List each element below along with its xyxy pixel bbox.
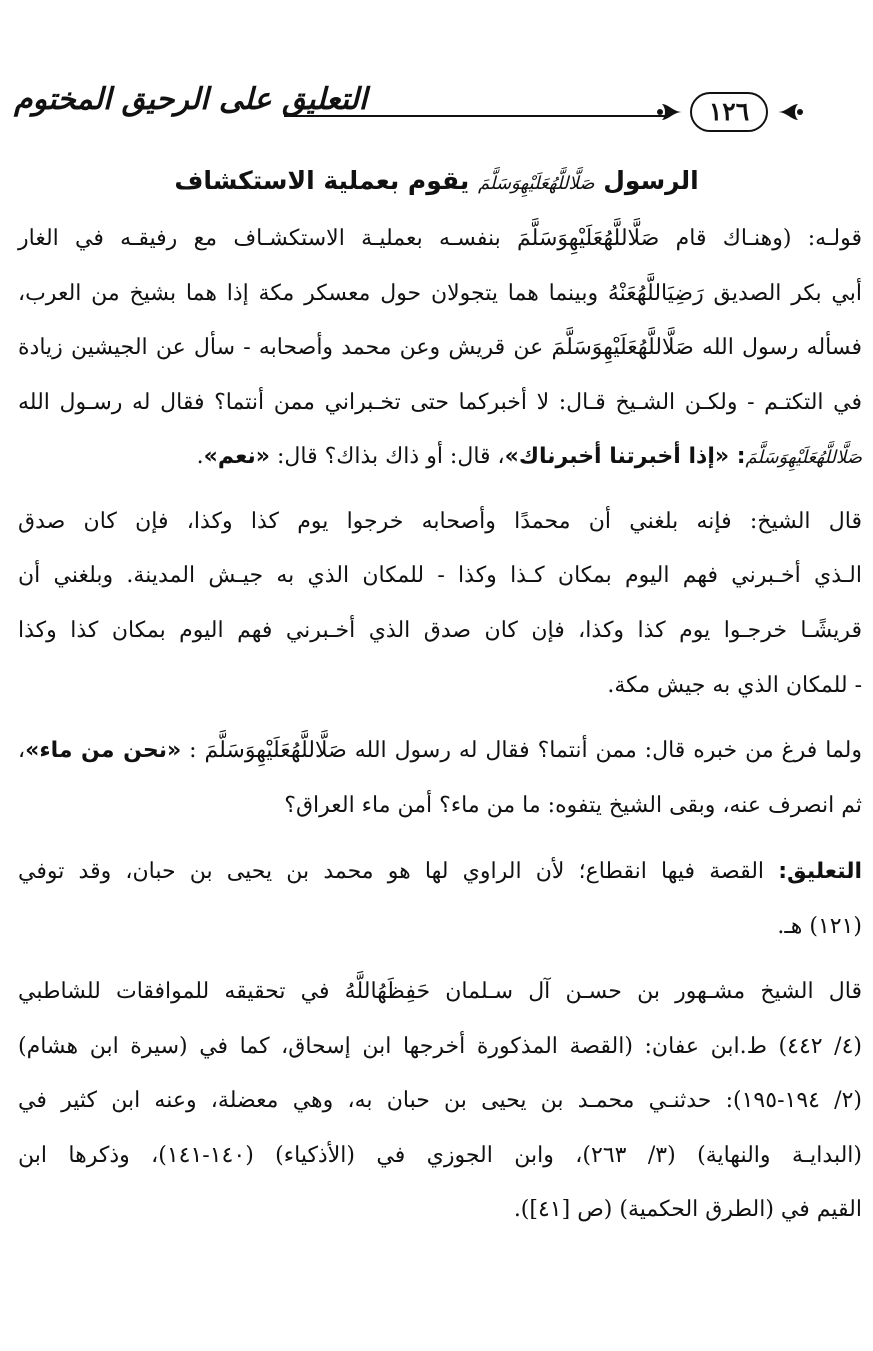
p3-line-2: ثم انصرف عنه، وبقى الشيخ يتفوه: ما من ماء؟ أمن ماء العراق؟ (284, 793, 862, 818)
p4-line-4: (البدايـة والنهاية) (٣/ ٢٦٣)، وابن الجوزي في (الأذكياء) (١٤٠-١٤١)، وذكرها ابن (18, 1143, 863, 1168)
quote-text: «نعم» (203, 444, 270, 469)
section-heading (0, 166, 873, 195)
line-text: . (196, 444, 204, 469)
p4-line-5: القيم في (الطرق الحكمية) (ص [٤١]). (513, 1197, 862, 1222)
p2-line-1: قال الشيخ: فإنه بلغني أن محمدًا وأصحابه خرجوا يوم كذا وكذا، فإن كان صدق (18, 509, 862, 534)
book-title: التعليق على الرحيق المختوم (14, 82, 368, 117)
heading-start: الرسول (603, 166, 699, 195)
p3-line-1 (18, 731, 862, 771)
commentary-line-2: (١٢١) هـ. (777, 914, 862, 939)
p2-line-2: الـذي أخـبرني فهم اليوم بمكان كـذا وكذا - للمكان الذي به جيـش المدينة. وبلغني أن (18, 563, 862, 588)
p1-line-2: أبي بكر الصديق رَضِيَاللَّهُعَنْهُ وبينما هما يتجولان حول معسكر مكة إذا هما بشيخ من العرب، (18, 281, 862, 306)
p1-line-3: فسأله رسول الله صَلَّاللَّهُعَلَيْهِوَسَلَّمَ عن قريش وعن محمد وأصحابه - سأل عن الجيشين زيادة (18, 335, 862, 360)
line-text: القصة فيها انقطاع؛ لأن الراوي لها هو محمد بن يحيى بن حبان، وقد توفي (18, 859, 765, 884)
page-header (14, 78, 862, 142)
p2-line-4: - للمكان الذي به جيش مكة. (607, 673, 862, 698)
line-text: ، قال: أو ذاك بذاك؟ قال: (276, 444, 505, 469)
line-text: ولما فرغ من خبره قال: ممن أنتما؟ فقال له رسول الله صَلَّاللَّهُعَلَيْهِوَسَلَّمَ : (189, 738, 862, 763)
heading-end: يقوم بعملية الاستكشاف (174, 166, 470, 195)
p4-line-3: (٢/ ١٩٤-١٩٥): حدثنـي محمـد بن يحيى بن حبان به، وهي معضلة، وعنه ابن كثير في (18, 1088, 863, 1113)
quote-text: : «إذا أخبرتنا أخبرناك» (504, 444, 746, 469)
honorific-calligraphy: صَلَّاللَّهُعَلَيْهِوَسَلَّمَ (745, 447, 862, 468)
p1-line-4: في التكتـم - ولكـن الشـيخ قـال: لا أخبركما حتى تخـبراني ممن أنتما؟ فقال له رسـول الله (18, 390, 862, 415)
honorific-calligraphy: صَلَّاللَّهُعَلَيْهِوَسَلَّمَ (478, 173, 595, 194)
ornament-right-icon (774, 90, 804, 134)
p1-line-1: قولـه: (وهنـاك قام صَلَّاللَّهُعَلَيْهِوَسَلَّمَ بنفسـه بعمليـة الاستكشـاف مع رفيقـه في الغار (18, 226, 862, 251)
p4-line-1: قال الشيخ مشـهور بن حسـن آل سـلمان حَفِظَهُاللَّهُ في تحقيقه للموافقات للشاطبي (18, 979, 862, 1004)
quote-text: «نحن من ماء» (25, 738, 182, 763)
p1-line-5 (18, 437, 862, 477)
line-text: ، (18, 738, 26, 763)
header-rule (284, 115, 668, 117)
p4-line-2: (٤/ ٤٤٢) ط.ابن عفان: (القصة المذكورة أخرجها ابن إسحاق، كما في (سيرة ابن هشام) (18, 1034, 863, 1059)
commentary-label: التعليق: (778, 859, 863, 884)
p2-line-3: قريشًـا خرجـوا يوم كذا وكذا، فإن كان صدق الذي أخـبرني فهم اليوم بمكان كذا وكذا (18, 618, 862, 643)
page-number: ١٢٦ (690, 92, 768, 132)
commentary-line-1 (18, 852, 862, 892)
ornament-left-icon (656, 90, 686, 134)
